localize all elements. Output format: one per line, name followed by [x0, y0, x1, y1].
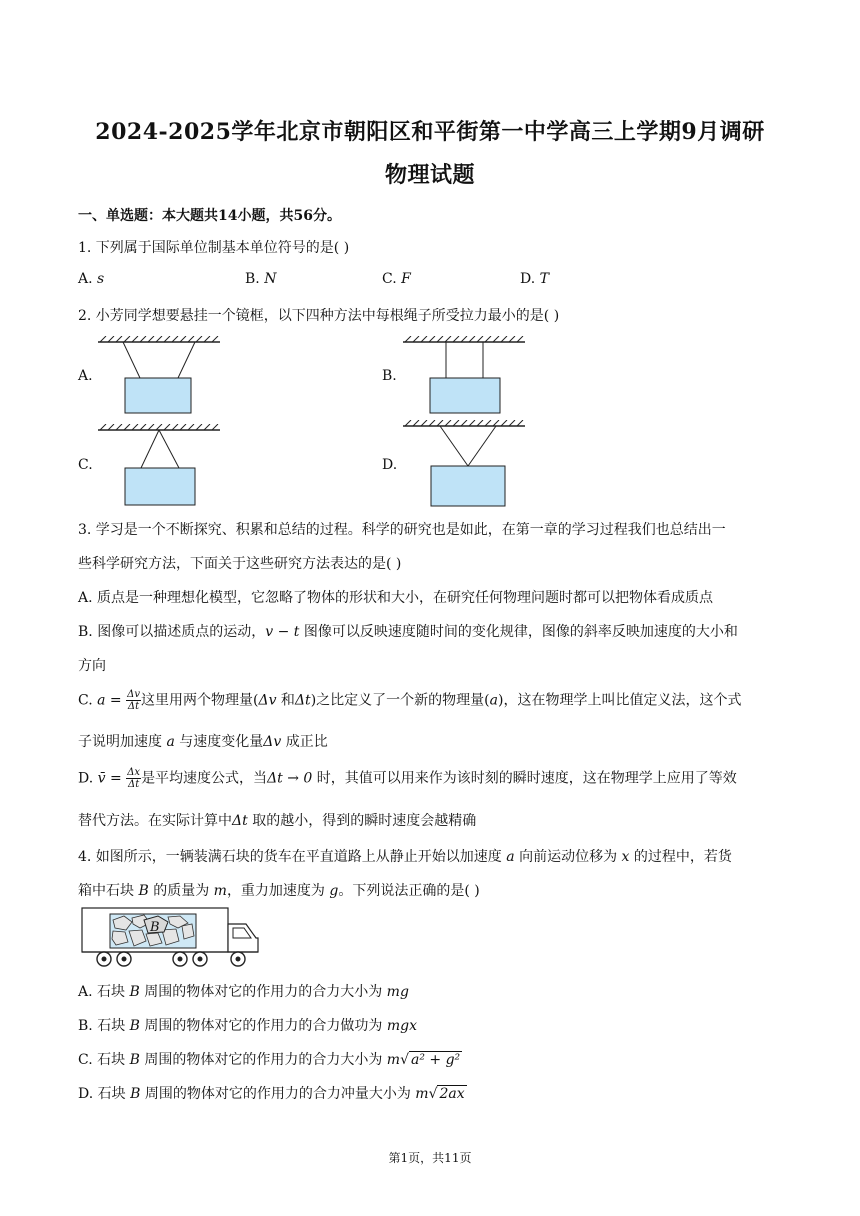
- q3-d-fraction: [126, 767, 141, 790]
- q3-c-fraction: [126, 689, 141, 712]
- q2-figure-b: [400, 336, 530, 416]
- q4-c-text-2: 周围的物体对它的作用力的合力大小为: [139, 1052, 387, 1068]
- q3-b-text-1: B. 图像可以描述质点的运动，: [78, 624, 266, 640]
- q2-option-a-label: A.: [78, 368, 93, 384]
- q4-s2-math-1: B: [138, 883, 149, 899]
- q1-option-c-value: F: [401, 271, 411, 287]
- q3-option-a: A. 质点是一种理想化模型，它忽略了物体的形状和大小，在研究任何物理问题时都可以把物体看成质点: [78, 590, 714, 606]
- q3-d2-math-1: Δt: [232, 813, 248, 829]
- q3-c-math-1: Δv: [258, 692, 277, 709]
- q2-option-c-label: C.: [78, 457, 93, 473]
- section-heading: 一、单选题：本大题共14小题，共56分。: [78, 208, 341, 224]
- q3-d-math: v̄ =: [97, 770, 122, 787]
- q1-option-c: [382, 271, 411, 287]
- q4-a-answer: mg: [386, 984, 409, 1000]
- q3-d-text-2: 时，其值可以用来作为该时刻的瞬时速度，这在物理学上应用了等效: [312, 770, 737, 787]
- q3-d-math-1: Δt → 0: [267, 770, 313, 787]
- q4-c-text-1: C. 石块: [78, 1052, 130, 1068]
- q3-c2-text-3: 成正比: [281, 734, 328, 750]
- q3-c-text-1: 这里用两个物理量(: [140, 692, 259, 709]
- q1-option-d-value: T: [539, 271, 549, 287]
- q4-s1-math-2: x: [621, 849, 630, 865]
- q1-option-d-label: D.: [520, 271, 536, 287]
- q3-option-d-line1: [78, 767, 737, 790]
- q4-b-text-1: B. 石块: [78, 1018, 130, 1034]
- q2-figure-d: [400, 420, 530, 510]
- q3-c-text-2: 和: [276, 692, 295, 709]
- q4-d-answer-m: m: [415, 1086, 429, 1102]
- q3-c2-math-1: a: [166, 734, 175, 750]
- q1-option-a-label: A.: [78, 271, 93, 287]
- q3-c-text-4: )，这在物理学上叫比值定义法，这个式: [497, 692, 742, 709]
- q3-c-math-3: a: [489, 692, 498, 709]
- q4-d-text-2: 周围的物体对它的作用力的合力冲量大小为: [140, 1086, 416, 1102]
- q2-option-b-label: B.: [382, 368, 397, 384]
- q3-d-text-0: D.: [78, 770, 98, 787]
- q3-c2-text-1: 子说明加速度: [78, 734, 167, 750]
- q3-b-math: v − t: [265, 624, 300, 640]
- page-title: 2024-2025学年北京市朝阳区和平街第一中学高三上学期9月调研: [95, 119, 765, 145]
- q3-d2-text-1: 替代方法。在实际计算中: [78, 813, 232, 829]
- q3-d-numerator: Δx: [127, 767, 141, 778]
- q3-c-text-3: )之比定义了一个新的物理量(: [310, 692, 490, 709]
- q4-s2-text-2: 的质量为: [148, 883, 214, 899]
- q3-c-denominator: Δt: [127, 701, 140, 712]
- question-3-stem-line2: 些科学研究方法，下面关于这些研究方法表达的是( ): [78, 556, 402, 572]
- question-1-stem: 1. 下列属于国际单位制基本单位符号的是( ): [78, 240, 350, 256]
- q3-c2-text-2: 与速度变化量: [174, 734, 264, 750]
- q4-b-text-2: 周围的物体对它的作用力的合力做功为: [139, 1018, 387, 1034]
- q4-option-c: C. 石块 B 周围的物体对它的作用力的合力大小为 m√ a² + g²: [78, 1052, 461, 1068]
- q4-a-math-1: B: [129, 984, 140, 1000]
- question-4-stem-line2: [78, 880, 480, 900]
- q3-option-d-line2: [78, 810, 476, 830]
- q4-option-a: [78, 981, 409, 1001]
- q3-option-b-line2: 方向: [78, 658, 106, 674]
- stone-b-label: B: [150, 920, 160, 935]
- q1-option-b: [245, 271, 276, 287]
- q4-d-text-1: D. 石块: [78, 1086, 131, 1102]
- q3-d-denominator: Δt: [128, 779, 140, 790]
- q2-option-d-label: D.: [382, 457, 398, 473]
- q4-s1-text-3: 的过程中，若货: [629, 849, 732, 865]
- q1-option-b-label: B.: [245, 271, 260, 287]
- q4-s2-text-1: 箱中石块: [78, 883, 139, 899]
- q3-c-text-0: C.: [78, 692, 98, 709]
- q4-c-answer-radicand: a² + g²: [410, 1052, 461, 1068]
- q2-figure-a: [95, 336, 225, 416]
- q1-option-a: [78, 271, 104, 287]
- q4-option-b: [78, 1015, 417, 1035]
- q4-a-text-2: 周围的物体对它的作用力的合力大小为: [139, 984, 387, 1000]
- q4-s2-text-3: ，重力加速度为: [226, 883, 330, 899]
- question-3-stem-line1: 3. 学习是一个不断探究、积累和总结的过程。科学的研究也是如此，在第一章的学习过程我们也总结出一: [78, 522, 726, 538]
- q4-a-text-1: A. 石块: [78, 984, 130, 1000]
- q3-option-c-line1: [78, 689, 741, 712]
- q4-b-answer: mgx: [386, 1018, 417, 1034]
- q1-option-a-value: s: [97, 271, 105, 287]
- q1-option-c-label: C.: [382, 271, 397, 287]
- page-footer: 第1页，共11页: [388, 1151, 472, 1165]
- q4-option-d: D. 石块 B 周围的物体对它的作用力的合力冲量大小为 m√ 2ax: [78, 1086, 465, 1102]
- q1-option-d: [520, 271, 549, 287]
- q3-c-math: a =: [97, 692, 122, 709]
- q4-d-math-1: B: [130, 1086, 141, 1102]
- q4-s2-text-4: 。下列说法正确的是( ): [338, 883, 480, 899]
- q3-option-c-line2: [78, 731, 328, 751]
- q3-b-text-2: 图像可以反映速度随时间的变化规律，图像的斜率反映加速度的大小和: [299, 624, 738, 640]
- q1-option-b-value: N: [264, 271, 277, 287]
- q4-s1-text-1: 4. 如图所示，一辆装满石块的货车在平直道路上从静止开始以加速度: [78, 849, 507, 865]
- q3-d2-text-2: 取的越小，得到的瞬时速度会越精确: [247, 813, 477, 829]
- q4-c-answer-m: m: [386, 1052, 401, 1068]
- q3-c-math-2: Δt: [294, 692, 311, 709]
- q4-d-answer-radicand: 2ax: [439, 1086, 465, 1102]
- q2-figure-c: [95, 424, 225, 508]
- q4-b-math-1: B: [129, 1018, 140, 1034]
- truck-figure: [80, 906, 262, 970]
- q4-s2-math-3: g: [329, 883, 339, 899]
- q4-c-math-1: B: [129, 1052, 140, 1068]
- page-subtitle: 物理试题: [384, 162, 475, 188]
- q4-s1-text-2: 向前运动位移为: [514, 849, 622, 865]
- q3-option-b-line1: [78, 621, 738, 641]
- question-2-stem: 2. 小芳同学想要悬挂一个镜框，以下四种方法中每根绳子所受拉力最小的是( ): [78, 308, 560, 324]
- question-4-stem-line1: [78, 846, 732, 866]
- q3-c2-math-2: Δv: [263, 734, 282, 750]
- q4-s2-math-2: m: [213, 883, 227, 899]
- q4-s1-math-1: a: [506, 849, 515, 865]
- q3-c-numerator: Δv: [127, 689, 140, 700]
- q3-d-text-1: 是平均速度公式，当: [141, 770, 268, 787]
